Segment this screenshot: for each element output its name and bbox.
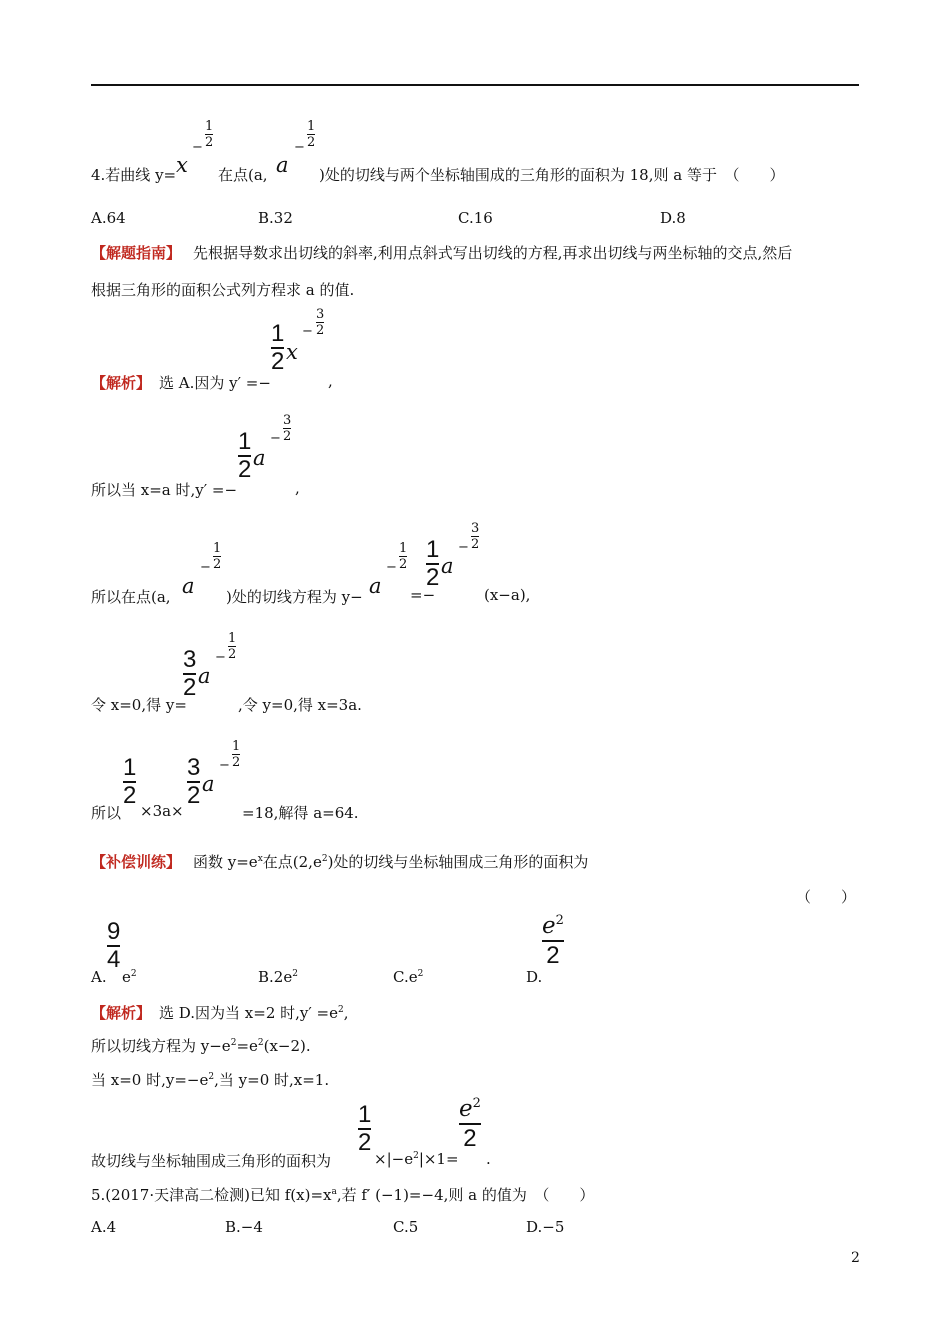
- solution4-l3-equals: =−: [410, 586, 436, 604]
- practice-option-a-e: $e^2$: [122, 968, 137, 986]
- q4-stem-mid: 在点(a,: [218, 166, 268, 184]
- q5-option-d: D.−5: [526, 1218, 565, 1236]
- solution4-l2-minus: −: [270, 431, 281, 446]
- solution4-l3-a3: a: [441, 554, 454, 578]
- solution4-l1-x: x: [286, 340, 298, 364]
- solution-p-line1: 选 D.因为当 x=2 时$,y' =e^2$,: [159, 1004, 349, 1022]
- q4-option-c: C.16: [458, 209, 493, 227]
- solution4-tag: 【解析】: [91, 374, 152, 392]
- q4-option-d: D.8: [660, 209, 686, 227]
- solution4-l2-exponent: 3 2: [283, 413, 292, 444]
- solution4-l2-fraction: 1 2: [238, 428, 252, 483]
- q4-minus-2: −: [294, 140, 305, 155]
- q4-var-x: x: [176, 153, 188, 177]
- solution4-l3-exponent2: 1 2: [399, 541, 408, 572]
- practice-stem: 函数 $y=e^x$在点$(2,e^2)$处的切线与坐标轴围成三角形的面积为: [193, 853, 589, 871]
- solution4-l1-minus: −: [302, 324, 313, 339]
- solution4-l1-exponent: 3 2: [316, 307, 325, 338]
- guide-line-1: 先根据导数求出切线的斜率,利用点斜式写出切线的方程,再求出切线与两坐标轴的交点,然后: [193, 244, 793, 262]
- practice-option-a-fraction: 9 4: [107, 918, 121, 973]
- solution-p-line3: 当 x=0 时$,y=-e^2$,当 y=0 时,x=1.: [91, 1071, 330, 1089]
- solution4-l4-fraction: 3 2: [183, 646, 197, 701]
- q5-option-b: B.−4: [225, 1218, 263, 1236]
- solution4-l5-exponent: 1 2: [232, 739, 241, 770]
- solution-p-l4-half: 1 2: [358, 1101, 372, 1156]
- guide-line-2: 根据三角形的面积公式列方程求 a 的值.: [91, 281, 355, 299]
- q4-exponent-1: 1 2: [205, 119, 214, 150]
- practice-answer-paren: （ ）: [796, 888, 857, 906]
- page-number: 2: [851, 1250, 860, 1266]
- practice-option-c: $C.e^2$: [393, 968, 424, 986]
- solution4-line3-mid: )处的切线方程为 y−: [226, 588, 363, 606]
- solution4-line5-end: =18,解得 a=64.: [242, 804, 359, 822]
- solution4-l3-minus1: −: [200, 560, 211, 575]
- solution4-line5-start: 所以: [91, 804, 122, 822]
- solution-p-tag: 【解析】: [91, 1004, 152, 1022]
- solution4-l3-exponent3: 3 2: [471, 521, 480, 552]
- solution4-l3-exponent1: 1 2: [213, 541, 222, 572]
- q5-option-a: A.4: [91, 1218, 117, 1236]
- solution4-line2: 所以当 x=a 时,y′ =−: [91, 481, 238, 499]
- practice-option-b: $B.2e^2$: [258, 968, 298, 986]
- solution-p-line4-end: .: [486, 1150, 491, 1168]
- q4-var-a: a: [276, 153, 289, 177]
- solution4-l4-minus: −: [215, 650, 226, 665]
- solution-p-line4-start: 故切线与坐标轴围成三角形的面积为: [91, 1152, 332, 1170]
- solution4-line3-end: (x−a),: [484, 586, 531, 604]
- solution4-l5-a: a: [202, 772, 215, 796]
- solution4-line1: 选 A.因为 y′ =−: [159, 374, 271, 392]
- solution4-l2-end: ,: [295, 479, 300, 497]
- solution4-l3-a1: a: [182, 574, 195, 598]
- solution-p-line2: 所以切线方程为 $y-e^2=e^2(x-2)$.: [91, 1037, 311, 1055]
- q5-option-c: C.5: [393, 1218, 419, 1236]
- solution4-line5-mid: ×3a×: [140, 802, 184, 820]
- practice-option-d-fraction: $e^2$ 2: [542, 913, 564, 969]
- solution4-l2-a: a: [253, 446, 266, 470]
- solution4-l5-fraction2: 3 2: [187, 754, 201, 809]
- solution4-l1-fraction: 1 2: [271, 320, 285, 375]
- solution-p-line4-mid: $\times|-e^2|\times 1=$: [374, 1150, 459, 1168]
- solution4-line4-start: 令 x=0,得 y=: [91, 696, 187, 714]
- header-rule: [91, 84, 859, 86]
- solution4-l4-a: a: [198, 664, 211, 688]
- q4-exponent-2: 1 2: [307, 119, 316, 150]
- q4-stem-end: )处的切线与两个坐标轴围成的三角形的面积为 18,则 a 等于 （ ）: [319, 166, 785, 184]
- practice-option-d-label: D.: [526, 968, 543, 986]
- q5-stem: 5.(2017·天津高二检测)已知 $f(x)=x^a$,若 f′ (−1)=−4,则 a 的值为 （ ）: [91, 1186, 595, 1204]
- solution4-l3-fraction: 1 2: [426, 536, 440, 591]
- q4-stem-start: 4.若曲线 y=: [91, 166, 177, 184]
- q4-option-b: B.32: [258, 209, 293, 227]
- q4-minus-1: −: [192, 140, 203, 155]
- solution4-l3-minus2: −: [386, 560, 397, 575]
- practice-option-a-label: A.: [91, 968, 107, 986]
- guide-tag: 【解题指南】: [91, 244, 182, 262]
- solution4-line4-end: ,令 y=0,得 x=3a.: [238, 696, 362, 714]
- solution4-l4-exponent: 1 2: [228, 631, 237, 662]
- practice-tag: 【补偿训练】: [91, 853, 182, 871]
- solution4-l5-fraction1: 1 2: [123, 754, 137, 809]
- solution-p-l4-result-fraction: $e^2$ 2: [459, 1096, 481, 1152]
- q4-option-a: A.64: [91, 209, 126, 227]
- solution4-l5-minus: −: [219, 758, 230, 773]
- solution4-line3-start: 所以在点(a,: [91, 588, 171, 606]
- solution4-l3-minus3: −: [458, 540, 469, 555]
- solution4-l1-end: ,: [328, 372, 333, 390]
- solution4-l3-a2: a: [369, 574, 382, 598]
